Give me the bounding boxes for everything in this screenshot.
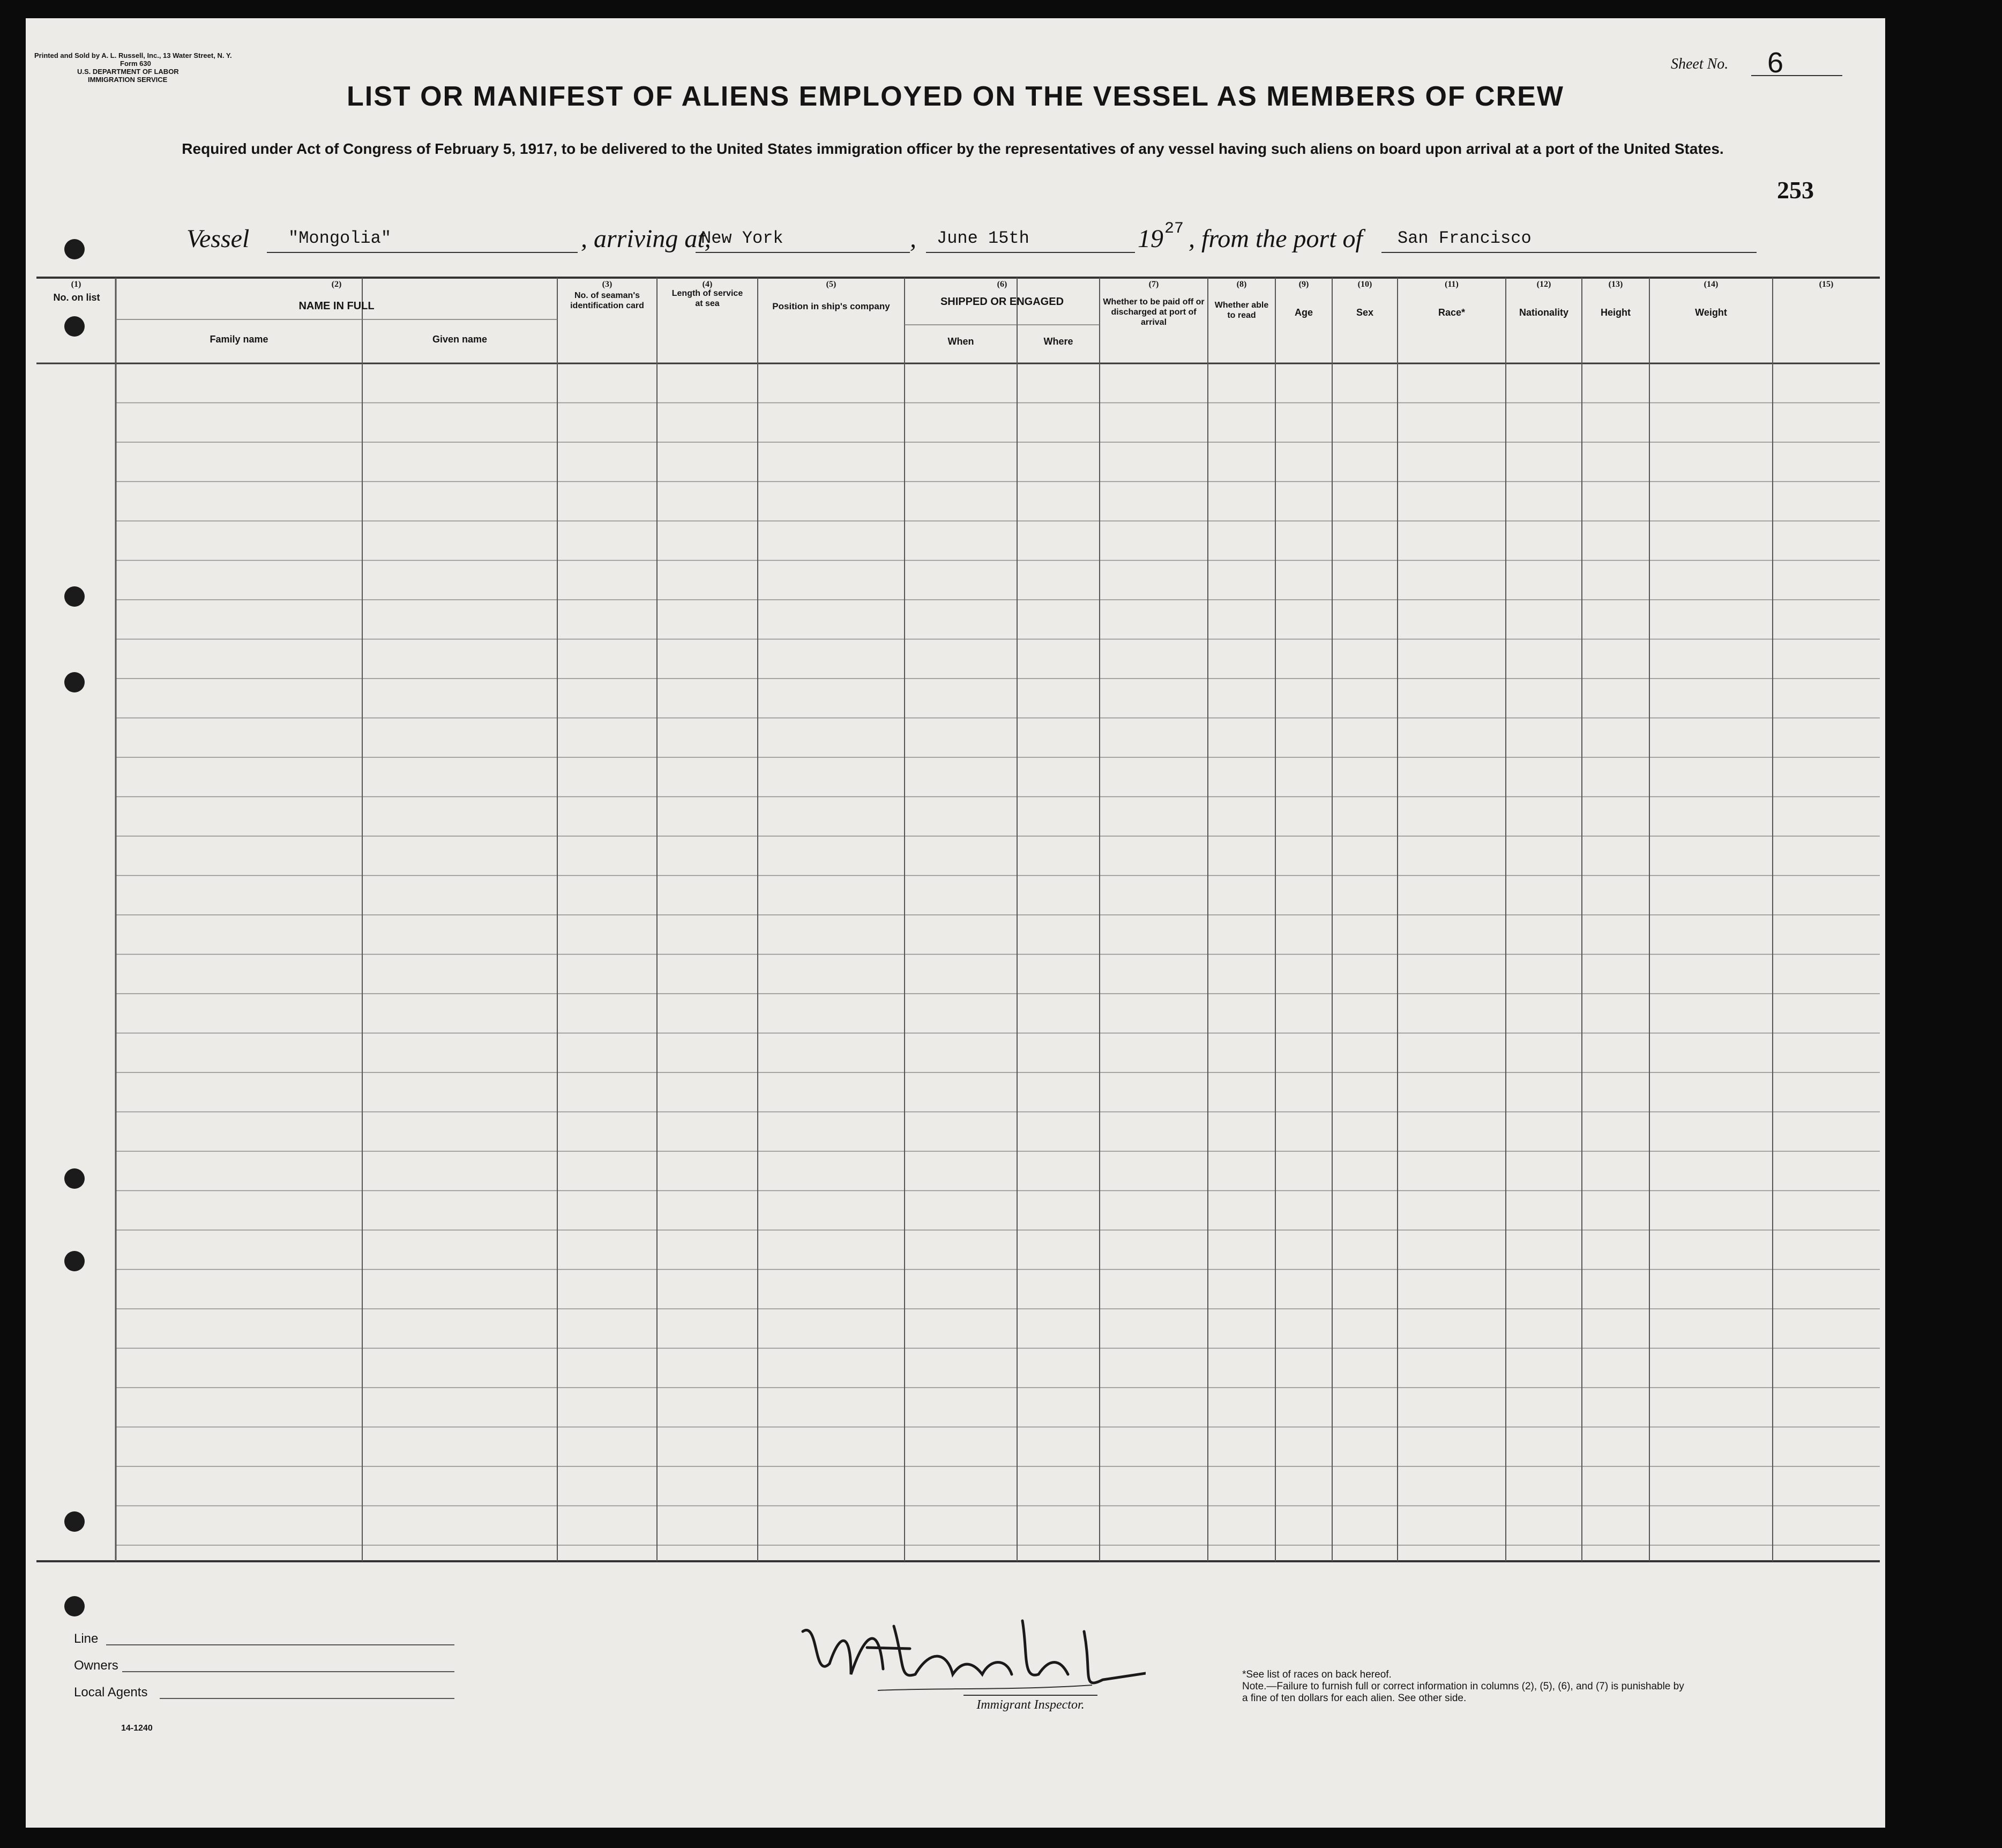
owners-label: Owners bbox=[74, 1658, 118, 1673]
vessel-label: Vessel bbox=[186, 225, 250, 253]
header-sex: Sex bbox=[1356, 307, 1374, 318]
column-number: (5) bbox=[826, 280, 836, 289]
table-grid bbox=[36, 256, 1880, 1607]
printer-imprint bbox=[34, 51, 377, 84]
sheet-number-label: Sheet No. bbox=[1671, 56, 1729, 72]
header-race: Race* bbox=[1438, 307, 1466, 318]
sheet-number-value: 6 bbox=[1767, 47, 1784, 79]
note-penalty: Note.—Failure to furnish full or correct information in columns (2), (5), (6), and (7) is punishable by a fine of ten dollars for each alien. See other side. bbox=[1242, 1681, 1684, 1704]
column-number: (11) bbox=[1445, 280, 1459, 289]
header-shipped-engaged: SHIPPED OR ENGAGED bbox=[940, 296, 1064, 308]
header-no-on-list: No. on list bbox=[53, 292, 100, 303]
inspector-signature bbox=[771, 1599, 1146, 1707]
header-nationality: Nationality bbox=[1519, 307, 1568, 318]
local-agents-label: Local Agents bbox=[74, 1685, 148, 1700]
column-number: (10) bbox=[1357, 280, 1372, 289]
header-given-name: Given name bbox=[432, 334, 488, 345]
arriving-label: , arriving at, bbox=[581, 225, 711, 253]
column-number: (1) bbox=[71, 280, 81, 289]
vessel-name: "Mongolia" bbox=[288, 228, 392, 248]
printer-line: Form 630 bbox=[120, 59, 151, 68]
header-able-read: Whether able to read bbox=[1214, 301, 1269, 320]
header-length-service: Length of service at sea bbox=[671, 289, 743, 308]
printer-line: Printed and Sold by A. L. Russell, Inc., 13 Water Street, N. Y. bbox=[34, 51, 232, 59]
arriving-port: New York bbox=[701, 228, 783, 248]
column-number: (3) bbox=[602, 280, 612, 289]
header-age: Age bbox=[1294, 307, 1313, 318]
header-when: When bbox=[947, 336, 974, 347]
line-label: Line bbox=[74, 1631, 99, 1646]
column-number: (4) bbox=[702, 280, 713, 289]
header-name-in-full: NAME IN FULL bbox=[298, 300, 375, 312]
column-number: (6) bbox=[997, 280, 1007, 289]
printer-line: U.S. DEPARTMENT OF LABOR bbox=[77, 68, 179, 76]
arrival-date: June 15th bbox=[937, 228, 1029, 248]
printer-line: IMMIGRATION SERVICE bbox=[88, 76, 168, 84]
header-paid-off: Whether to be paid off or discharged at port of arrival bbox=[1103, 297, 1205, 327]
crew-table bbox=[36, 256, 1880, 1607]
page-number: 253 bbox=[1777, 176, 1814, 204]
page-title: LIST OR MANIFEST OF ALIENS EMPLOYED ON THE VESSEL AS MEMBERS OF CREW bbox=[347, 81, 1564, 112]
column-number: (12) bbox=[1536, 280, 1551, 289]
sheet-number-block bbox=[1671, 47, 1784, 79]
column-number: (13) bbox=[1608, 280, 1623, 289]
column-number: (2) bbox=[331, 280, 342, 289]
manifest-sheet: Printed and Sold by A. L. Russell, Inc., 13 Water Street, N. Y. Form 630 U.S. DEPARTMENT OF LABOR IMMIGRATION SERVICE Sheet No. 6 LIST OR MANIFEST OF ALIENS EMPLOYED ON THE VESSEL AS MEMBERS OF CREW Required under Act of Congress of February 5, 1917, to be delivered to the United States immigration officer by the representatives of any vessel having such aliens on board upon arrival at a port of the United States. 253 Vessel "Mongolia" , arriving at, New York , June 15th 19 27 , from the port of San Francisco (1) (2) (3) (4) (5) (6) (7) (8) (9) (10) (11) (12) (13) (14) (15) No. on list NAME IN FULL Family name Given name No. of seaman's identification card Length of service at sea Position in ship's company SHIPPED OR ENGAGED When Where Whether to be paid off or discharged at port of arrival Whether able to read Age Sex Race* Nationality Height Weight Line Owners Local Agents 14-1240 Immigrant Inspector. *See list of races on back hereof. Note.—Failure to furnish full or correct information in columns (2), (5), (6), and (7) is punishable by a fine of ten dollars for each alien. See other side. bbox=[26, 18, 1885, 1828]
form-number: 14-1240 bbox=[121, 1724, 153, 1733]
header-family-name: Family name bbox=[210, 334, 268, 345]
from-port: San Francisco bbox=[1398, 228, 1532, 248]
footer-note bbox=[1242, 1669, 1692, 1704]
from-label: , from the port of bbox=[1189, 225, 1363, 253]
header-id-card: No. of seaman's identification card bbox=[570, 291, 644, 310]
column-number: (15) bbox=[1819, 280, 1834, 289]
page-subtitle: Required under Act of Congress of February 5, 1917, to be delivered to the United States immigration officer by the representatives of any vessel having such aliens on board upon arrival at a port of the United States. bbox=[182, 140, 1724, 157]
column-number: (9) bbox=[1298, 280, 1309, 289]
year-suffix: 27 bbox=[1164, 220, 1184, 238]
header-height: Height bbox=[1601, 307, 1631, 318]
header-where: Where bbox=[1043, 336, 1073, 347]
column-number: (14) bbox=[1704, 280, 1719, 289]
inspector-label: Immigrant Inspector. bbox=[963, 1695, 1097, 1712]
column-number: (7) bbox=[1148, 280, 1159, 289]
header-position: Position in ship's company bbox=[772, 301, 890, 311]
note-races: *See list of races on back hereof. bbox=[1242, 1669, 1392, 1680]
year-prefix: 19 bbox=[1138, 225, 1163, 253]
header-weight: Weight bbox=[1695, 307, 1727, 318]
column-number: (8) bbox=[1236, 280, 1247, 289]
